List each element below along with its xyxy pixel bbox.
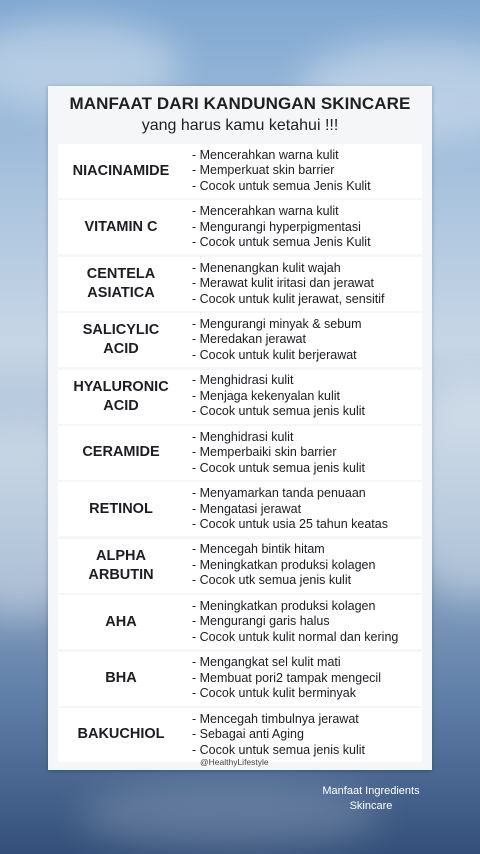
benefit-item: - Meningkatkan produksi kolagen (192, 598, 376, 613)
ingredient-benefits (184, 373, 422, 420)
benefit-item: - Cocok untuk usia 25 tahun keatas (192, 517, 388, 532)
benefit-item: - Cocok untuk semua jenis kulit (192, 460, 365, 475)
ingredient-row (58, 200, 422, 254)
ingredient-row (58, 708, 422, 762)
ingredient-list (58, 144, 422, 764)
benefit-item: - Memperkuat skin barrier (192, 163, 335, 178)
ingredient-name: VITAMIN C (84, 218, 158, 235)
ingredient-name: CENTELA ASIATICA (86, 265, 156, 301)
ingredient-name: HYALURONIC ACID (73, 378, 169, 414)
ingredient-row (58, 370, 422, 424)
ingredient-row (58, 257, 422, 311)
infographic-card (48, 86, 432, 770)
ingredient-benefits (184, 261, 422, 308)
benefit-item: - Mencerahkan warna kulit (192, 147, 339, 162)
benefit-item: - Memperbaiki skin barrier (192, 445, 337, 460)
benefit-item: - Cocok untuk kulit berjerawat (192, 347, 357, 362)
benefit-item: - Cocok untuk semua Jenis Kulit (192, 235, 371, 250)
benefit-item: - Mencegah bintik hitam (192, 542, 325, 557)
benefit-item: - Membuat pori2 tampak mengecil (192, 670, 381, 685)
benefit-item: - Cocok untuk semua jenis kulit (192, 742, 365, 757)
ingredient-name: NIACINAMIDE (72, 162, 170, 179)
ingredient-benefits (184, 317, 422, 364)
benefit-item: - Menenangkan kulit wajah (192, 260, 341, 275)
ingredient-benefits (184, 712, 422, 759)
card-subtitle: yang harus kamu ketahui !!! (141, 117, 339, 134)
benefit-item: - Menghidrasi kulit (192, 429, 294, 444)
benefit-item: - Menjaga kekenyalan kulit (192, 388, 340, 403)
ingredient-benefits (184, 599, 422, 646)
benefit-item: - Mengatasi jerawat (192, 501, 302, 516)
ingredient-row (58, 313, 422, 367)
card-title: MANFAAT DARI KANDUNGAN SKINCARE (69, 94, 411, 113)
ingredient-name: SALICYLIC ACID (82, 322, 160, 358)
ingredient-benefits (184, 204, 422, 251)
benefit-item: - Sebagai anti Aging (192, 727, 304, 742)
ingredient-benefits (184, 430, 422, 477)
ingredient-row (58, 595, 422, 649)
benefit-item: - Mencerahkan warna kulit (192, 204, 339, 219)
ingredient-benefits (184, 148, 422, 195)
ingredient-name: CERAMIDE (82, 444, 160, 461)
benefit-item: - Cocok untuk kulit jerawat, sensitif (192, 291, 385, 306)
benefit-item: - Cocok untuk semua Jenis Kulit (192, 178, 371, 193)
ingredient-row (58, 426, 422, 480)
benefit-item: - Mengurangi minyak & sebum (192, 316, 362, 331)
benefit-item: - Cocok untuk kulit normal dan kering (192, 629, 399, 644)
watermark: @HealthyLifestyle (200, 757, 269, 767)
benefit-item: - Mengurangi hyperpigmentasi (192, 219, 361, 234)
ingredient-benefits (184, 655, 422, 702)
ingredient-name: BAKUCHIOL (77, 726, 165, 743)
benefit-item: - Mengurangi garis halus (192, 614, 330, 629)
ingredient-row (58, 482, 422, 536)
benefit-item: - Cocok untuk semua jenis kulit (192, 404, 365, 419)
benefit-item: - Menyamarkan tanda penuaan (192, 486, 366, 501)
ingredient-benefits (184, 542, 422, 589)
ingredient-name: AHA (105, 613, 137, 630)
benefit-item: - Mengangkat sel kulit mati (192, 655, 341, 670)
benefit-item: - Merawat kulit iritasi dan jerawat (192, 276, 375, 291)
ingredient-name: RETINOL (89, 500, 153, 517)
benefit-item: - Cocok utk semua jenis kulit (192, 573, 352, 588)
benefit-item: - Mencegah timbulnya jerawat (192, 711, 359, 726)
ingredient-name: BHA (105, 670, 137, 687)
benefit-item: - Meredakan jerawat (192, 332, 306, 347)
ingredient-row (58, 652, 422, 706)
benefit-item: - Cocok untuk kulit berminyak (192, 686, 356, 701)
ingredient-row (58, 539, 422, 593)
ingredient-name: ALPHA ARBUTIN (88, 547, 154, 583)
benefit-item: - Meningkatkan produksi kolagen (192, 557, 376, 572)
video-caption: Manfaat Ingredients Skincare (322, 785, 420, 812)
ingredient-benefits (184, 486, 422, 533)
ingredient-row (58, 144, 422, 198)
benefit-item: - Menghidrasi kulit (192, 373, 294, 388)
